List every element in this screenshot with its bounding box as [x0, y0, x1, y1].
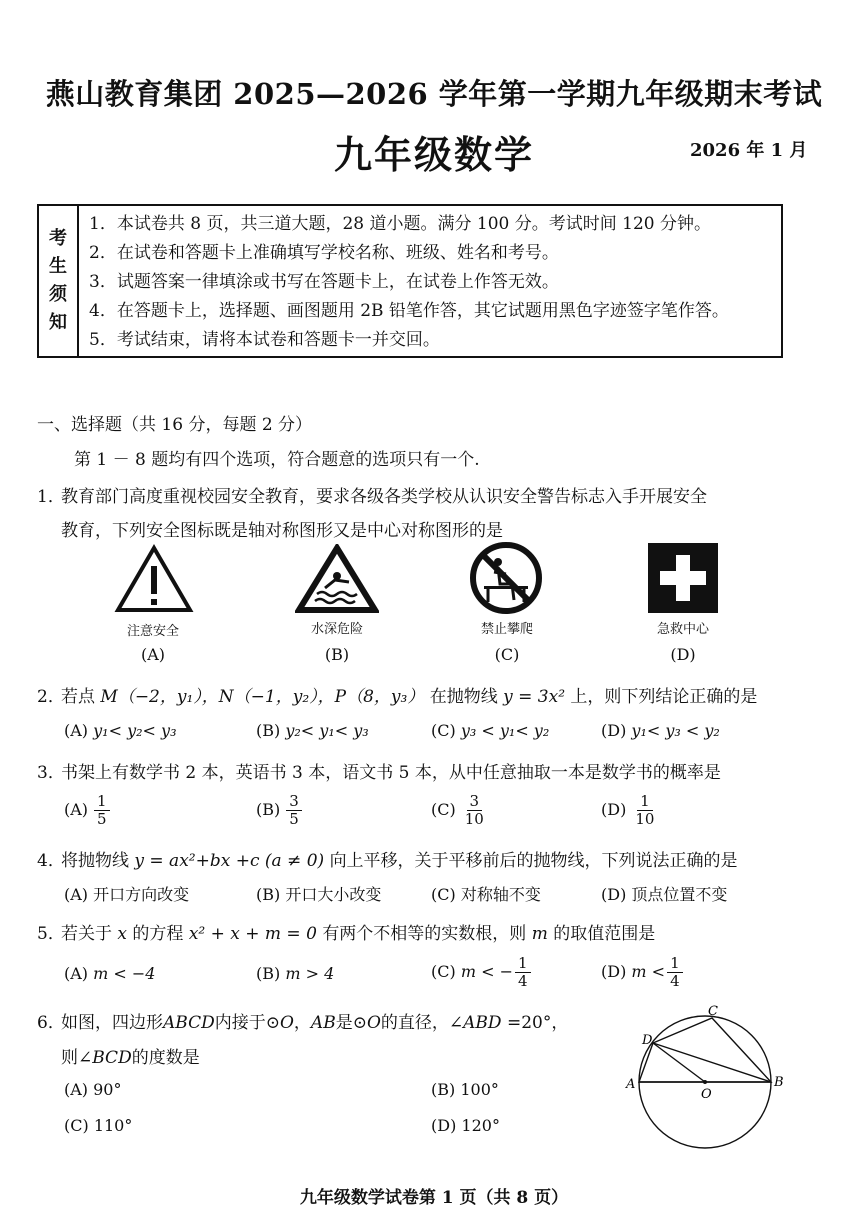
option-c: (C) 对称轴不变	[431, 885, 541, 904]
question-number: 1．	[37, 487, 65, 507]
numerator: 1	[667, 955, 683, 973]
numerator: 3	[467, 793, 483, 811]
option-b	[256, 721, 369, 740]
notice-label-char: 生	[49, 256, 67, 277]
math-var: ABD	[463, 1013, 502, 1033]
stem-text: 将抛物线	[61, 851, 129, 871]
option-c	[431, 721, 549, 740]
option-label: (C)	[431, 962, 456, 981]
stem-text: 是⊙	[335, 1013, 367, 1033]
fraction	[286, 793, 302, 828]
denominator: 4	[670, 972, 680, 990]
math-var: O	[279, 1013, 294, 1033]
section-description: 第 1 － 8 题均有四个选项，符合题意的选项只有一个.	[74, 450, 480, 470]
label-o: O	[701, 1087, 712, 1102]
question-3-stem	[37, 758, 721, 783]
question-1-text: 教育部门高度重视校园安全教育，要求各级各类学校从认识安全警告标志入手开展安全	[61, 487, 707, 507]
stem-text: 的方程	[132, 924, 184, 944]
math-var: BCD	[92, 1048, 132, 1068]
first-aid-cross-icon	[648, 543, 718, 613]
denominator: 10	[464, 810, 484, 828]
option-label: (A)	[64, 964, 89, 983]
page-footer: 九年级数学试卷第 1 页（共 8 页）	[299, 1188, 569, 1208]
question-number: 4．	[37, 851, 65, 871]
math-var: O	[366, 1013, 381, 1033]
school-title: 燕山教育集团 2025—2026 学年第一学期九年级期末考试	[45, 77, 823, 111]
numerator: 1	[94, 793, 110, 811]
option-d: (D) 120°	[431, 1116, 500, 1135]
question-number: 3．	[37, 763, 65, 783]
math-var: x	[117, 924, 127, 944]
numerator: 1	[637, 793, 653, 811]
option-label: (D)	[601, 962, 627, 981]
option-expr: m < −4	[93, 964, 156, 983]
option-b: (B) 开口大小改变	[256, 885, 382, 904]
question-1-line-2: 教育，下列安全图标既是轴对称图形又是中心对称图形的是	[61, 521, 503, 541]
question-6-line-2	[61, 1043, 200, 1068]
stem-text: 如图，四边形	[61, 1013, 163, 1033]
question-5-stem	[37, 919, 655, 944]
notice-label-char: 考	[49, 228, 67, 249]
notice-box	[37, 204, 783, 358]
option-b	[256, 964, 334, 983]
option-label: (C)	[431, 721, 456, 740]
option-d	[601, 721, 720, 740]
option-label: (A)	[64, 721, 89, 740]
stem-text: 的度数是	[131, 1048, 200, 1068]
question-1-line-1	[37, 482, 707, 507]
option-expr: y₃ < y₁< y₂	[460, 721, 550, 740]
fraction	[632, 793, 657, 828]
option-label: (C)	[431, 800, 456, 819]
stem-text: 内接于⊙	[214, 1013, 280, 1033]
stem-text: 在抛物线	[429, 687, 498, 707]
math-function: y = 3x²	[503, 687, 566, 707]
circle-figure	[622, 1000, 788, 1170]
option-d: (D) 顶点位置不变	[601, 885, 728, 904]
option-label: (B)	[256, 800, 281, 819]
option-label: (D)	[601, 800, 627, 819]
sign-caption: 水深危险	[310, 622, 363, 637]
option-label: (A)	[64, 800, 89, 819]
option-a: (A) 开口方向改变	[64, 885, 190, 904]
math-function: y = ax²+bx +c (a ≠ 0)	[134, 851, 325, 871]
notice-label-char: 须	[49, 284, 67, 305]
question-number: 5．	[37, 924, 65, 944]
math-equation: x² + x + m = 0	[188, 924, 317, 944]
option-label: (A)	[140, 645, 166, 664]
option-expr: m > 4	[285, 964, 335, 983]
deep-water-icon	[295, 544, 379, 614]
option-expr: y₁< y₃ < y₂	[631, 721, 720, 740]
option-label: (B)	[324, 645, 350, 664]
question-4-stem	[37, 846, 738, 871]
math-points: M（−2，y₁），N（−1，y₂），P（8，y₃）	[100, 687, 425, 707]
option-a	[64, 721, 176, 740]
option-label: (B)	[256, 964, 281, 983]
sign-caption: 禁止攀爬	[480, 622, 533, 637]
denominator: 5	[289, 810, 299, 828]
subject-title: 九年级数学	[333, 132, 534, 177]
stem-text: ，	[293, 1013, 311, 1033]
denominator: 4	[517, 972, 528, 990]
question-2-stem	[37, 682, 757, 707]
question-6-line-1	[37, 1008, 568, 1033]
option-a: (A) 90°	[64, 1080, 122, 1099]
exam-date: 2026 年 1 月	[690, 140, 808, 161]
option-label: (D)	[601, 721, 627, 740]
stem-text: 书架上有数学书 2 本，英语书 3 本，语文书 5 本，从中任意抽取一本是数学书的概率是	[61, 763, 721, 783]
stem-text: 有两个不相等的实数根，则	[322, 924, 527, 944]
option-c	[431, 793, 487, 828]
label-a: A	[626, 1077, 636, 1092]
sign-caption: 注意安全	[126, 624, 179, 639]
option-a	[64, 793, 110, 828]
stem-text: =20°，	[501, 1013, 569, 1033]
no-climbing-icon	[468, 540, 544, 616]
notice-item: 3．试题答案一律填涂或书写在答题卡上，在试卷上作答无效。	[89, 272, 559, 292]
fraction	[462, 793, 487, 828]
question-number: 2．	[37, 687, 65, 707]
numerator: 1	[515, 955, 531, 973]
question-number: 6．	[37, 1013, 65, 1033]
warning-triangle-icon	[114, 544, 194, 614]
option-d	[601, 955, 683, 990]
section-title: 一、选择题（共 16 分，每题 2 分）	[37, 415, 313, 435]
option-a	[64, 964, 155, 983]
stem-text: 若点	[61, 687, 95, 707]
fraction	[515, 955, 531, 990]
option-d	[601, 793, 657, 828]
stem-text: 则∠	[61, 1048, 93, 1068]
numerator: 3	[286, 793, 302, 811]
stem-text: 若关于	[61, 924, 112, 944]
math-var: m	[531, 924, 548, 944]
option-b: (B) 100°	[431, 1080, 499, 1099]
label-c: C	[708, 1004, 718, 1019]
notice-label-char: 知	[49, 312, 67, 333]
label-b: B	[774, 1075, 784, 1090]
option-label: (D)	[670, 645, 696, 664]
segment-do	[653, 1043, 705, 1082]
sign-caption: 急救中心	[656, 622, 709, 637]
math-var: ABCD	[163, 1013, 215, 1033]
denominator: 5	[97, 810, 107, 828]
option-expr: y₁< y₂< y₃	[93, 721, 177, 740]
option-expr: m <	[631, 962, 666, 981]
stem-text: 向上平移，关于平移前后的抛物线，下列说法正确的是	[329, 851, 738, 871]
stem-text: 上，则下列结论正确的是	[570, 687, 758, 707]
option-expr: y₂< y₁< y₃	[285, 721, 369, 740]
option-b	[256, 793, 302, 828]
label-d: D	[642, 1033, 653, 1048]
notice-item: 2．在试卷和答题卡上准确填写学校名称、班级、姓名和考号。	[89, 243, 559, 263]
option-c	[431, 955, 531, 990]
center-point	[703, 1080, 707, 1084]
denominator: 10	[635, 810, 655, 828]
notice-item: 5．考试结束，请将本试卷和答题卡一并交回。	[89, 330, 440, 350]
notice-items	[89, 210, 777, 355]
stem-text: 的取值范围是	[553, 924, 656, 944]
math-var: AB	[310, 1013, 336, 1033]
fraction	[667, 955, 683, 990]
notice-label	[39, 206, 79, 356]
quadrilateral-abcd	[639, 1018, 771, 1082]
stem-text: 的直径，∠	[380, 1013, 464, 1033]
notice-item: 1．本试卷共 8 页，共三道大题，28 道小题。满分 100 分。考试时间 120 分钟。	[89, 214, 711, 234]
option-expr: m < −	[460, 962, 513, 981]
option-label: (B)	[256, 721, 281, 740]
fraction	[94, 793, 110, 828]
option-label: (C)	[494, 645, 520, 664]
option-c: (C) 110°	[64, 1116, 133, 1135]
notice-item: 4．在答题卡上，选择题、画图题用 2B 铅笔作答，其它试题用黑色字迹签字笔作答。	[89, 301, 729, 321]
